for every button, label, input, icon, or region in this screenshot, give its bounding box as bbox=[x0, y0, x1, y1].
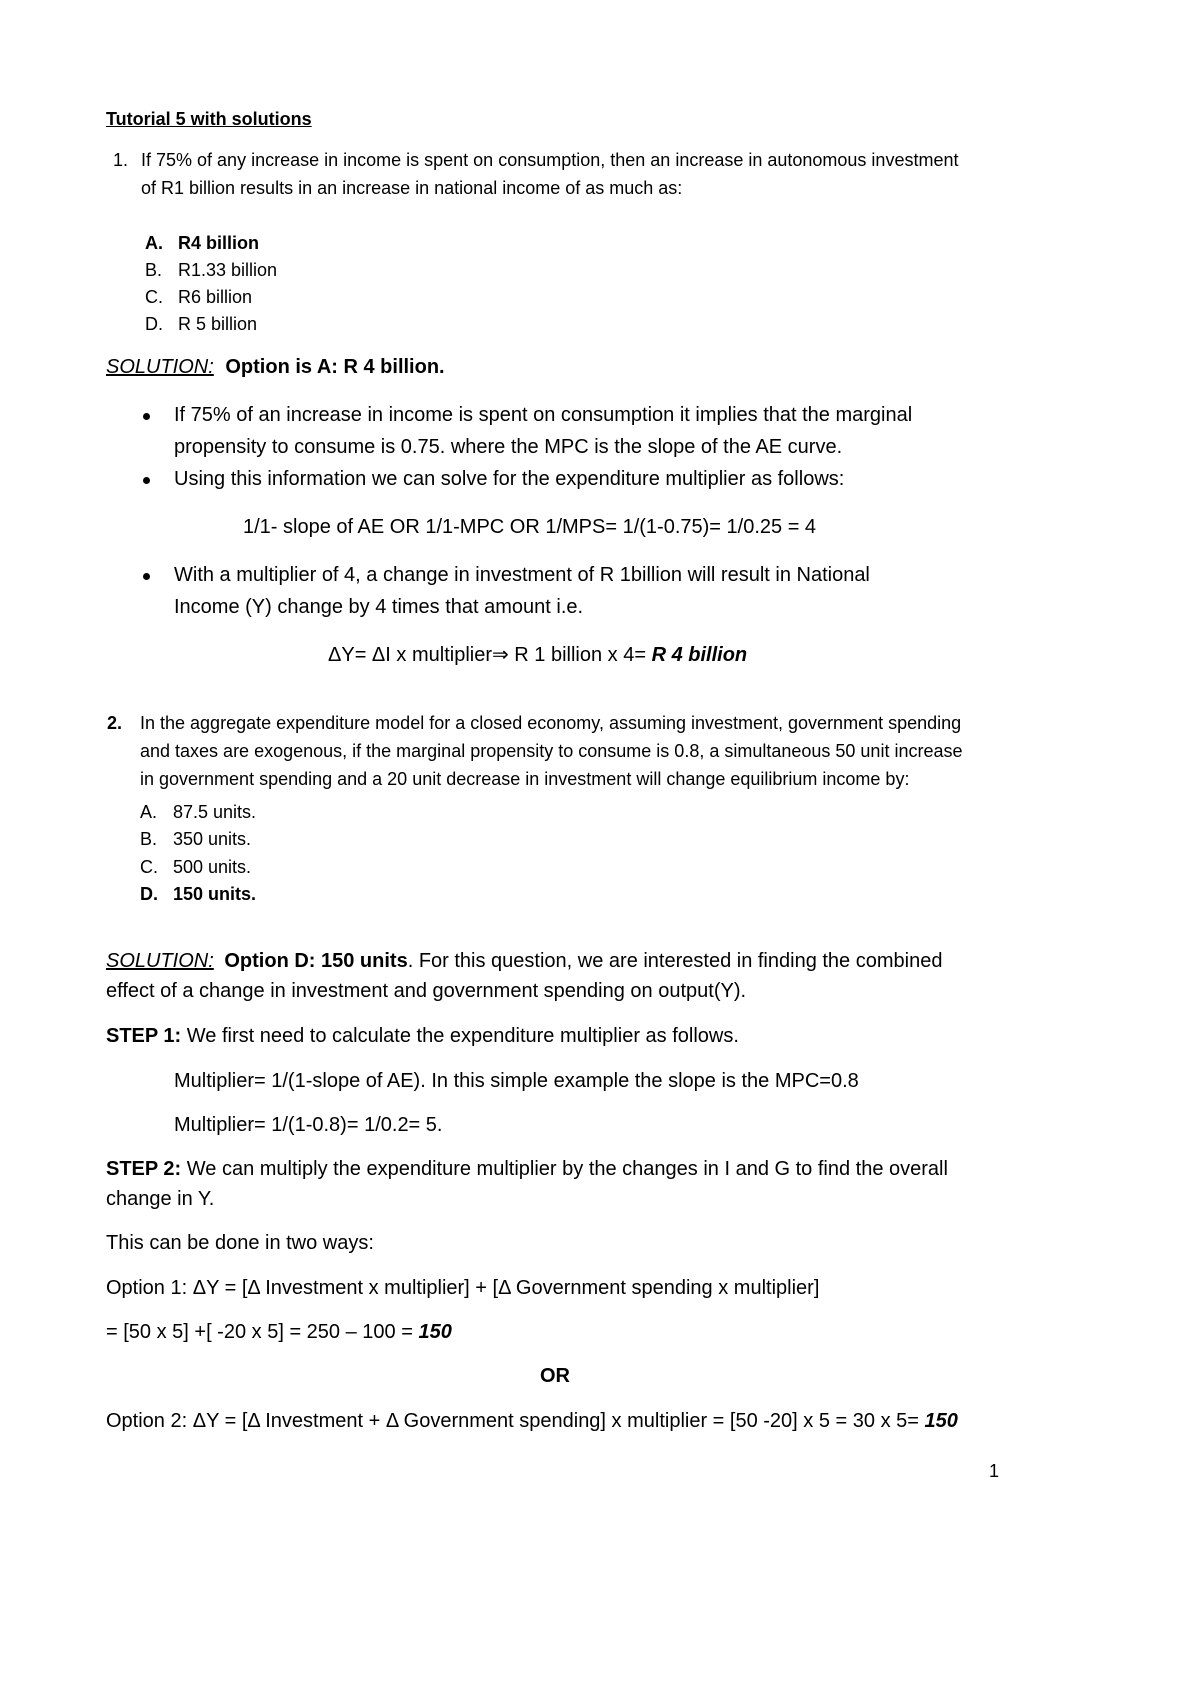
q2-option-text: 87.5 units. bbox=[173, 802, 257, 822]
q2-option-letter: A. bbox=[140, 802, 158, 822]
q1-option-letter: A. bbox=[145, 233, 163, 253]
q2-step2-text: We can multiply the expenditure multiplier by the changes in I and G to find the overall bbox=[181, 1158, 948, 1180]
q2-option-text: 350 units. bbox=[173, 829, 252, 849]
q2-solution-rest: . For this question, we are interested in finding the combined bbox=[407, 950, 943, 972]
q2-step2 bbox=[106, 1153, 948, 1186]
q2-step1 bbox=[106, 1020, 739, 1053]
q2-option1-calc-text: = [50 x 5] +[ -20 x 5] = 250 – 100 = bbox=[106, 1321, 419, 1343]
q2-solution-answer: Option D: 150 units bbox=[224, 950, 408, 972]
bullet-icon bbox=[143, 413, 150, 420]
q2-solution-line1 bbox=[106, 945, 942, 978]
q2-option2-result: 150 bbox=[924, 1410, 958, 1432]
q1-solution-label: SOLUTION: bbox=[106, 356, 214, 378]
q1-option-letter: B. bbox=[145, 260, 163, 280]
q1-solution bbox=[106, 351, 445, 384]
q2-option-letter: D. bbox=[140, 884, 158, 904]
q1-number: 1. bbox=[113, 150, 129, 170]
q2-multiplier-line1: Multiplier= 1/(1-slope of AE). In this simple example the slope is the MPC=0.8 bbox=[174, 1070, 859, 1092]
bullet-icon bbox=[143, 477, 150, 484]
q2-option-text: 500 units. bbox=[173, 857, 252, 877]
q2-step2-line2: change in Y. bbox=[106, 1188, 215, 1210]
q1-option-text: R4 billion bbox=[178, 233, 259, 253]
q1-bullet1-line1: If 75% of an increase in income is spent on consumption it implies that the marginal bbox=[174, 404, 913, 426]
q1-bullet2: Using this information we can solve for the expenditure multiplier as follows: bbox=[174, 468, 845, 490]
document-title: Tutorial 5 with solutions bbox=[106, 109, 312, 129]
q1-delta-formula-text: ΔY= ΔI x multiplier⇒ R 1 billion x 4= bbox=[328, 644, 652, 666]
q2-option1-result: 150 bbox=[418, 1321, 452, 1343]
q1-option-text: R1.33 billion bbox=[178, 260, 278, 280]
q2-step1-text: We first need to calculate the expenditure multiplier as follows. bbox=[181, 1025, 739, 1047]
q1-text-line2: of R1 billion results in an increase in national income of as much as: bbox=[141, 178, 683, 198]
q2-text-line2: and taxes are exogenous, if the marginal propensity to consume is 0.8, a simultaneous 50 unit increase bbox=[140, 741, 963, 761]
q1-solution-answer: Option is A: R 4 billion. bbox=[225, 356, 445, 378]
q2-two-ways: This can be done in two ways: bbox=[106, 1232, 374, 1254]
q2-option1: Option 1: ΔY = [Δ Investment x multiplier] + [Δ Government spending x multiplier] bbox=[106, 1277, 820, 1299]
q2-multiplier-line2: Multiplier= 1/(1-0.8)= 1/0.2= 5. bbox=[174, 1114, 443, 1136]
q2-option1-calc bbox=[106, 1316, 452, 1349]
q2-solution-label: SOLUTION: bbox=[106, 950, 214, 972]
q2-text-line1: In the aggregate expenditure model for a closed economy, assuming investment, government spending bbox=[140, 713, 962, 733]
q1-text-line1: If 75% of any increase in income is spent on consumption, then an increase in autonomous investment bbox=[141, 150, 959, 170]
bullet-icon bbox=[143, 573, 150, 580]
q2-solution-line2: effect of a change in investment and government spending on output(Y). bbox=[106, 980, 747, 1002]
q2-or-divider: OR bbox=[540, 1365, 570, 1387]
q1-delta-result: R 4 billion bbox=[651, 644, 748, 666]
q1-option-letter: D. bbox=[145, 314, 163, 334]
page-number: 1 bbox=[989, 1461, 1000, 1481]
q2-option-letter: C. bbox=[140, 857, 158, 877]
q1-multiplier-formula: 1/1- slope of AE OR 1/1-MPC OR 1/MPS= 1/(1-0.75)= 1/0.25 = 4 bbox=[243, 516, 817, 538]
q1-option-letter: C. bbox=[145, 287, 163, 307]
q1-option-text: R6 billion bbox=[178, 287, 253, 307]
q2-option-text: 150 units. bbox=[173, 884, 257, 904]
q2-number: 2. bbox=[107, 713, 123, 733]
q2-text-line3: in government spending and a 20 unit decrease in investment will change equilibrium income by: bbox=[140, 769, 910, 789]
q2-step2-label: STEP 2: bbox=[106, 1158, 182, 1180]
q2-step1-label: STEP 1: bbox=[106, 1025, 182, 1047]
q2-option2-text: Option 2: ΔY = [Δ Investment + Δ Government spending] x multiplier = [50 -20] x 5 = 30 x 5= bbox=[106, 1410, 925, 1432]
q2-option2 bbox=[106, 1405, 958, 1438]
q1-delta-formula bbox=[328, 639, 747, 672]
q1-bullet1-line2: propensity to consume is 0.75. where the MPC is the slope of the AE curve. bbox=[174, 436, 843, 458]
q2-option-letter: B. bbox=[140, 829, 158, 849]
q1-bullet3-line2: Income (Y) change by 4 times that amount i.e. bbox=[174, 596, 584, 618]
q1-option-text: R 5 billion bbox=[178, 314, 258, 334]
q1-bullet3-line1: With a multiplier of 4, a change in investment of R 1billion will result in National bbox=[174, 564, 870, 586]
